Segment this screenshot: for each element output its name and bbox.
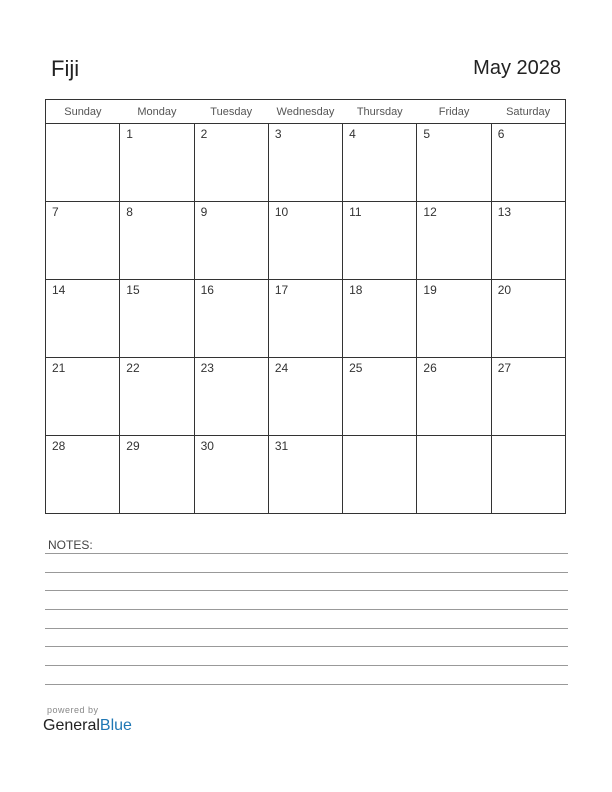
day-cell — [417, 202, 491, 280]
day-cell — [46, 436, 120, 514]
day-number: 1 — [126, 127, 133, 141]
day-cell — [268, 436, 342, 514]
note-line — [45, 609, 568, 610]
day-number: 30 — [200, 439, 214, 453]
day-cell — [194, 124, 268, 202]
day-cell — [268, 124, 342, 202]
day-number: 16 — [200, 283, 214, 297]
notes-label: NOTES: — [48, 538, 93, 552]
day-number: 13 — [497, 205, 512, 219]
day-cell — [46, 280, 120, 358]
day-cell — [491, 436, 565, 514]
note-line — [45, 628, 568, 629]
week-row — [46, 202, 566, 280]
day-number — [417, 436, 490, 439]
weekday-header: Wednesday — [268, 100, 342, 124]
day-cell — [194, 358, 268, 436]
weekday-header: Tuesday — [194, 100, 268, 124]
day-cell — [268, 280, 342, 358]
country-title: Fiji — [51, 56, 80, 81]
brand-general: General — [43, 717, 100, 734]
day-cell — [194, 280, 268, 358]
week-row — [46, 436, 566, 514]
day-cell — [343, 280, 417, 358]
day-number: 26 — [423, 361, 437, 375]
day-cell — [120, 436, 194, 514]
day-number: 17 — [274, 283, 289, 297]
day-cell — [194, 202, 268, 280]
day-number: 21 — [52, 361, 66, 375]
day-cell — [120, 202, 194, 280]
brand-logo — [43, 717, 132, 735]
day-number: 15 — [126, 283, 140, 297]
powered-by-text: powered by — [47, 705, 99, 715]
day-number: 9 — [200, 205, 208, 219]
note-line — [45, 684, 568, 685]
day-cell — [194, 436, 268, 514]
day-cell — [491, 358, 565, 436]
day-number: 22 — [126, 361, 140, 375]
day-cell — [343, 202, 417, 280]
day-number: 29 — [126, 439, 140, 453]
note-line — [45, 572, 568, 573]
day-cell — [417, 124, 491, 202]
day-number: 10 — [274, 205, 289, 219]
day-number: 19 — [423, 283, 437, 297]
day-cell — [268, 202, 342, 280]
week-row — [46, 280, 566, 358]
calendar-grid — [45, 99, 566, 514]
day-number: 2 — [200, 127, 208, 141]
day-number: 3 — [274, 127, 282, 141]
weekday-header: Sunday — [46, 100, 120, 124]
day-number: 6 — [497, 127, 505, 141]
weekday-header: Saturday — [491, 100, 565, 124]
month-year-title: May 2028 — [473, 57, 561, 79]
day-number: 31 — [274, 439, 289, 453]
day-number: 23 — [200, 361, 214, 375]
day-cell — [417, 436, 491, 514]
day-cell — [491, 280, 565, 358]
day-cell — [120, 124, 194, 202]
day-number: 18 — [349, 283, 363, 297]
day-cell — [268, 358, 342, 436]
day-cell — [46, 358, 120, 436]
day-number — [492, 436, 565, 439]
note-line — [45, 553, 568, 554]
day-number: 20 — [497, 283, 512, 297]
day-number: 11 — [349, 205, 362, 219]
day-cell — [120, 280, 194, 358]
day-number — [343, 436, 416, 439]
week-row — [46, 358, 566, 436]
day-number: 4 — [349, 127, 356, 141]
day-number: 24 — [274, 361, 289, 375]
day-cell — [343, 436, 417, 514]
day-cell — [491, 124, 565, 202]
day-number: 28 — [52, 439, 66, 453]
weekday-header: Thursday — [343, 100, 417, 124]
weekday-header-row — [46, 100, 566, 124]
weekday-header: Friday — [417, 100, 491, 124]
day-number — [46, 124, 119, 127]
day-cell — [120, 358, 194, 436]
note-line — [45, 590, 568, 591]
day-number: 8 — [126, 205, 133, 219]
day-number: 12 — [423, 205, 437, 219]
day-number: 27 — [497, 361, 512, 375]
day-cell — [46, 124, 120, 202]
day-cell — [417, 358, 491, 436]
day-number: 7 — [52, 205, 59, 219]
day-cell — [343, 358, 417, 436]
day-number: 5 — [423, 127, 431, 141]
week-row — [46, 124, 566, 202]
weekday-header: Monday — [120, 100, 194, 124]
day-cell — [491, 202, 565, 280]
day-cell — [343, 124, 417, 202]
day-number: 25 — [349, 361, 363, 375]
note-line — [45, 665, 568, 666]
day-number: 14 — [52, 283, 66, 297]
day-cell — [46, 202, 120, 280]
day-cell — [417, 280, 491, 358]
note-line — [45, 646, 568, 647]
brand-blue: Blue — [99, 717, 132, 734]
